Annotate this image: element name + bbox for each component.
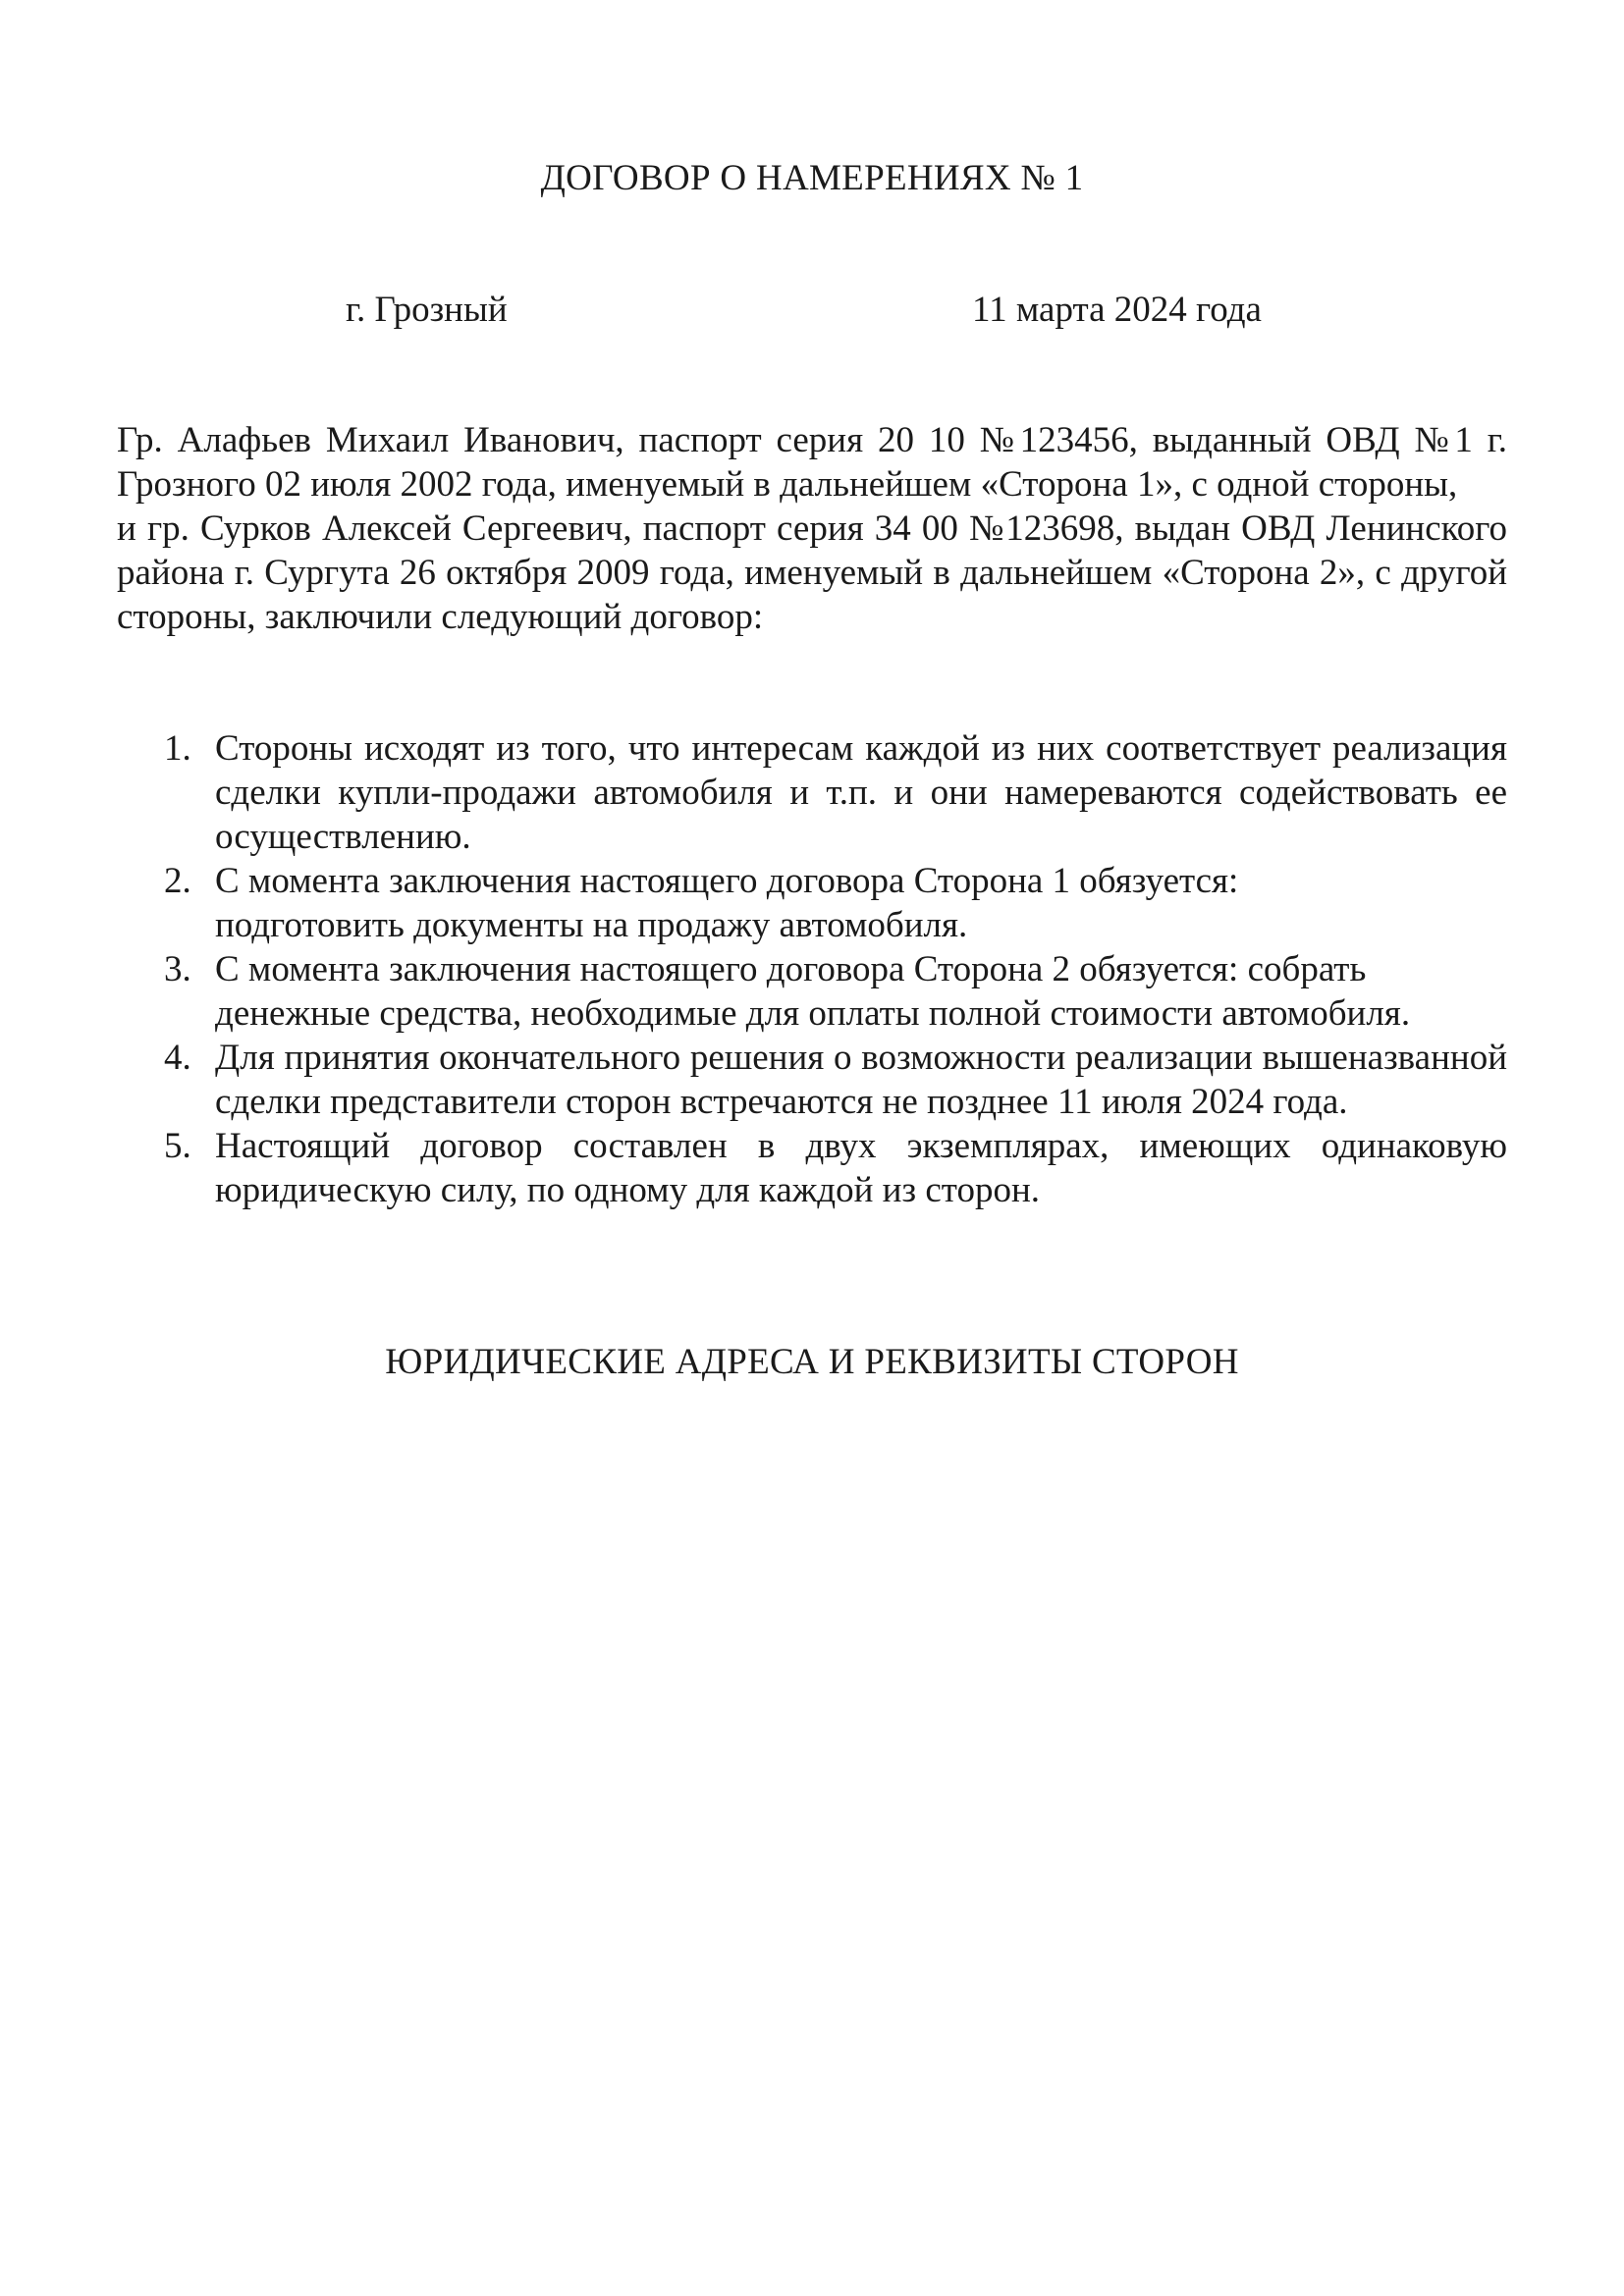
clause-text-line: С момента заключения настоящего договора Сторона 1 обязуется:: [215, 861, 1239, 901]
clauses-list: [117, 726, 1507, 1212]
document-title: ДОГОВОР О НАМЕРЕНИЯХ № 1: [540, 158, 1084, 198]
clause-text-line: подготовить документы на продажу автомобиля.: [215, 905, 968, 945]
clause-number: 4.: [164, 1038, 191, 1078]
party-1-paragraph: Гр. Алафьев Михаил Иванович, паспорт серия 20 10 №123456, выданный ОВД №1 г. Грозного 02 июля 2002 года, именуемый в дальнейшем «Сторона 1», с одной стороны,: [117, 420, 1507, 505]
clause-item: [117, 726, 1507, 859]
clause-text-line: денежные средства, необходимые для оплаты полной стоимости автомобиля.: [215, 993, 1411, 1034]
clause-number: 2.: [164, 861, 191, 901]
requisites-section-title: ЮРИДИЧЕСКИЕ АДРЕСА И РЕКВИЗИТЫ СТОРОН: [385, 1342, 1239, 1382]
city: г. Грозный: [346, 290, 508, 330]
clause-number: 5.: [164, 1126, 191, 1166]
clause-text: Стороны исходят из того, что интересам каждой из них соответствует реализация сделки купли-продажи автомобиля и т.п. и они намереваются содействовать ее осуществлению.: [215, 728, 1507, 857]
party-2-paragraph: и гр. Сурков Алексей Сергеевич, паспорт серия 34 00 №123698, выдан ОВД Ленинского района г. Сургута 26 октября 2009 года, именуемый в дальнейшем «Сторона 2», с другой стороны, заключили следующий договор:: [117, 508, 1507, 637]
clause-item: [117, 1124, 1507, 1212]
clause-item: [117, 947, 1507, 1036]
contract-date: 11 марта 2024 года: [972, 290, 1262, 330]
preamble: [117, 418, 1507, 639]
clause-text-line: С момента заключения настоящего договора Сторона 2 обязуется: собрать: [215, 949, 1367, 989]
clause-text: Настоящий договор составлен в двух экземплярах, имеющих одинаковую юридическую силу, по одному для каждой из сторон.: [215, 1126, 1507, 1210]
clause-item: [117, 859, 1507, 947]
clause-number: 3.: [164, 949, 191, 989]
clause-number: 1.: [164, 728, 191, 769]
clause-item: [117, 1036, 1507, 1124]
clause-text: Для принятия окончательного решения о возможности реализации вышеназванной сделки представители сторон встречаются не позднее 11 июля 2024 года.: [215, 1038, 1507, 1122]
